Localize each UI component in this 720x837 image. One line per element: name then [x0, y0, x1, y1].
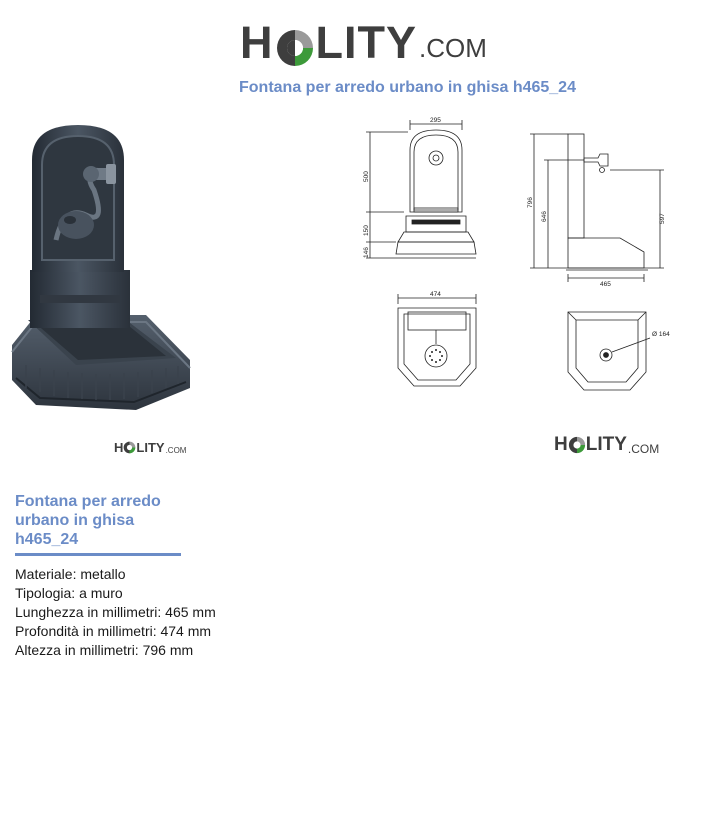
- dim-diameter: Ø 164: [652, 331, 670, 338]
- dim-295: 295: [430, 117, 441, 124]
- dim-597: 597: [659, 213, 666, 224]
- logo-domain: .COM: [419, 33, 487, 63]
- product-title-line-2: urbano in ghisa: [15, 512, 135, 529]
- dim-146: 146: [363, 247, 370, 258]
- top-view-right: [568, 312, 650, 390]
- logo-letter-h: H: [114, 440, 124, 455]
- front-view: [366, 120, 476, 258]
- dim-500: 500: [363, 171, 370, 182]
- product-photo: [6, 120, 196, 415]
- logo-letter-h: H: [554, 434, 568, 455]
- spec-depth: Profondità in millimetri: 474 mm: [15, 623, 212, 639]
- holity-logo-small-left: [114, 440, 186, 455]
- logo-letters-lity: LITY: [315, 17, 417, 68]
- logo-letter-h: H: [240, 17, 274, 68]
- logo-domain: .COM: [627, 442, 660, 456]
- logo-circle-icon: [123, 441, 136, 454]
- logo-letters-lity: LITY: [136, 440, 165, 455]
- holity-logo[interactable]: [240, 12, 487, 68]
- dim-646: 646: [541, 211, 548, 222]
- dim-150: 150: [363, 225, 370, 236]
- spec-height: Altezza in millimetri: 796 mm: [15, 642, 194, 658]
- holity-logo-small-right: [554, 434, 659, 456]
- dim-465: 465: [600, 281, 611, 288]
- spec-material: Materiale: metallo: [15, 566, 126, 582]
- spec-length: Lunghezza in millimetri: 465 mm: [15, 604, 216, 620]
- side-view: [530, 134, 664, 282]
- dim-474: 474: [430, 291, 441, 298]
- logo-letters-lity: LITY: [585, 434, 627, 455]
- title-underline: [15, 553, 181, 556]
- product-specs: [15, 565, 216, 660]
- dim-796: 796: [527, 197, 534, 208]
- logo-circle-icon: [275, 28, 315, 68]
- page-title: Fontana per arredo urbano in ghisa h465_24: [239, 79, 576, 96]
- product-title-line-1: Fontana per arredo: [15, 493, 161, 510]
- product-title: [15, 492, 185, 549]
- spec-type: Tipologia: a muro: [15, 585, 123, 601]
- logo-domain: .COM: [165, 446, 187, 455]
- product-title-line-3: h465_24: [15, 531, 79, 548]
- logo-circle-icon: [568, 436, 586, 454]
- technical-drawing: [358, 112, 678, 402]
- top-view-left: [398, 294, 476, 386]
